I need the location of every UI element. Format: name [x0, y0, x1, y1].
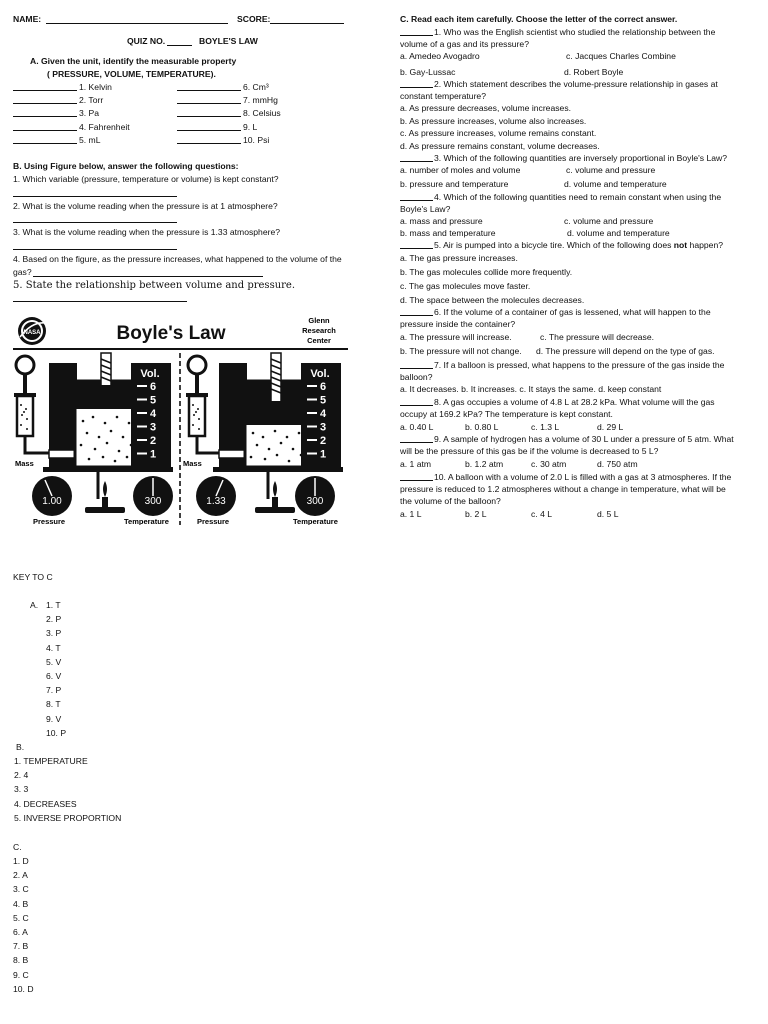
temperature-reading-left: 300: [144, 496, 162, 507]
vol-label-right: Vol.: [310, 368, 330, 380]
scale-label: 4: [320, 408, 327, 420]
key-item: 9. C: [13, 969, 29, 980]
question-c9: 9. A sample of hydrogen has a volume of 30 L under a pressure of 5 atm. What: [434, 434, 734, 444]
key-item: 2. A: [13, 870, 28, 881]
option: c. 30 atm: [531, 459, 567, 469]
option: c. volume and pressure: [564, 216, 654, 226]
key-item: 6. A: [13, 927, 28, 937]
answer-line-b5[interactable]: [13, 301, 187, 302]
unit-item: 6. Cm³: [243, 82, 269, 92]
option: d. volume and temperature: [567, 228, 670, 238]
temperature-reading-right: 300: [306, 496, 324, 507]
answer-blank-c5[interactable]: [400, 248, 433, 249]
answer-blank-c3[interactable]: [400, 161, 433, 162]
answer-blank-c4[interactable]: [400, 200, 433, 201]
option: b. As pressure increases, volume also increases.: [400, 115, 587, 126]
nasa-logo-text: NASA: [23, 330, 41, 336]
question-c8-cont: occupy at 169.2 kPa? The temperature is kept constant.: [400, 409, 613, 419]
answer-blank-c9[interactable]: [400, 442, 433, 443]
key-item: 3. P: [46, 628, 62, 639]
pressure-reading-left: 1.00: [42, 496, 62, 507]
unit-item: 4. Fahrenheit: [79, 121, 130, 132]
key-item: 8. T: [46, 699, 61, 710]
option: d. Robert Boyle: [564, 67, 624, 77]
answer-line-b1[interactable]: [13, 196, 177, 197]
key-item: 7. P: [46, 685, 62, 696]
question-c1-cont: volume of a gas and its pressure?: [400, 39, 529, 49]
question-c5-part: happen?: [687, 240, 724, 250]
option: d. As pressure remains constant, volume decreases.: [400, 140, 600, 151]
question-c2-cont: constant temperature?: [400, 91, 486, 101]
option: d. The pressure will depend on the type of gas.: [536, 346, 715, 356]
question-c5-part: 5. Air is pumped into a bicycle tire. Which of the following does: [434, 240, 674, 250]
key-item: 1. D: [13, 856, 29, 866]
option: d. volume and temperature: [564, 179, 667, 189]
key-item: 2. 4: [14, 770, 29, 781]
unit-item: 8. Celsius: [243, 108, 281, 119]
part-b-title: B. Using Figure below, answer the following questions:: [13, 161, 239, 171]
question-c10-cont: pressure is reduced to 1.2 atmospheres without a change in temperature, what will be: [400, 484, 726, 494]
boyles-law-figure: [13, 313, 348, 525]
grc-line-1: Glenn: [308, 316, 330, 325]
question-c5: [434, 239, 723, 252]
option: a. The pressure will increase.: [400, 332, 512, 342]
key-item: 2. P: [46, 614, 62, 625]
option: b. The pressure will not change.: [400, 346, 522, 356]
key-item: 7. B: [13, 941, 29, 952]
question-c7-cont: balloon?: [400, 372, 433, 382]
quiz-title: BOYLE'S LAW: [199, 36, 258, 46]
scale-label: 6: [150, 381, 157, 393]
key-b-label: B.: [16, 742, 25, 752]
option: b. pressure and temperature: [400, 179, 509, 189]
key-item: 4. B: [13, 898, 29, 909]
unit-item: 10. Psi: [243, 134, 270, 145]
scale-label: 6: [320, 381, 327, 393]
key-c-label: C.: [13, 842, 22, 852]
answer-blank-a7[interactable]: [177, 103, 241, 104]
key-item: 5. INVERSE PROPORTION: [14, 812, 122, 823]
grc-line-2: Research: [302, 326, 336, 335]
mass-label-left: Mass: [15, 459, 34, 468]
option: b. mass and temperature: [400, 228, 496, 238]
scale-label: 5: [150, 394, 157, 407]
key-item: 5. V: [46, 656, 62, 667]
grc-line-3: Center: [307, 336, 331, 345]
unit-item: 1. Kelvin: [79, 82, 112, 92]
key-title: KEY TO C: [13, 572, 53, 582]
pressure-label-right: Pressure: [197, 517, 230, 525]
part-b-question-4-cont: gas?: [13, 267, 32, 277]
score-blank[interactable]: [270, 23, 344, 24]
option: b. Gay-Lussac: [400, 67, 456, 77]
key-item: 4. DECREASES: [14, 798, 77, 809]
unit-item: 5. mL: [79, 134, 101, 145]
part-b-question-5: 5. State the relationship between volume and pressure.: [13, 280, 296, 291]
option: a. The gas pressure increases.: [400, 253, 518, 263]
answer-line-b4[interactable]: [33, 276, 263, 277]
pressure-reading-right: 1.33: [206, 496, 226, 507]
option: d. The space between the molecules decreases.: [400, 295, 585, 305]
option: c. 4 L: [531, 509, 553, 519]
scale-label: 5: [320, 394, 327, 407]
scale-label: 3: [320, 421, 327, 434]
option: a. 0.40 L: [400, 422, 434, 432]
scale-label: 1: [150, 448, 157, 461]
nasa-logo-icon: [18, 317, 46, 345]
answer-line-b2[interactable]: [13, 222, 177, 223]
question-c2: 2. Which statement describes the volume-pressure relationship in gases at: [434, 79, 718, 89]
question-c3: 3. Which of the following quantities are inversely proportional in Boyle's Law?: [434, 153, 728, 163]
part-c-title: C. Read each item carefully. Choose the letter of the correct answer.: [400, 14, 678, 24]
key-item: 6. V: [46, 671, 62, 681]
option: d. 750 atm: [597, 459, 638, 469]
key-item: 5. C: [13, 912, 29, 923]
temperature-label-left: Temperature: [124, 517, 169, 525]
quiz-number-blank[interactable]: [167, 45, 192, 46]
option: c. Jacques Charles Combine: [566, 51, 676, 61]
answer-blank-c7[interactable]: [400, 368, 433, 369]
name-blank[interactable]: [46, 23, 228, 24]
unit-item: 7. mmHg: [243, 95, 278, 106]
figure-title: Boyle's Law: [116, 323, 226, 344]
scale-label: 4: [150, 408, 157, 420]
answer-blank-a3[interactable]: [13, 116, 77, 117]
answer-blank-a8[interactable]: [177, 116, 241, 117]
key-item: 1. T: [46, 600, 61, 610]
answer-blank-a6[interactable]: [177, 90, 241, 91]
option-row: a. It decreases. b. It increases. c. It stays the same. d. keep constant: [400, 384, 662, 394]
question-c7: 7. If a balloon is pressed, what happens to the pressure of the gas inside the: [434, 360, 725, 370]
option: c. 1.3 L: [531, 422, 560, 432]
question-c4: 4. Which of the following quantities need to remain constant when using the: [434, 192, 722, 202]
right-apparatus: [183, 353, 343, 525]
part-a-subtitle: ( PRESSURE, VOLUME, TEMPERATURE).: [47, 69, 216, 79]
vol-label-left: Vol.: [140, 368, 160, 380]
answer-blank-a1[interactable]: [13, 90, 77, 91]
answer-blank-a4[interactable]: [13, 130, 77, 131]
emphasis-not: not: [673, 240, 688, 250]
part-b-question-4: 4. Based on the figure, as the pressure increases, what happened to the volume of the: [13, 254, 342, 264]
part-b-question-1: 1. Which variable (pressure, temperature or volume) is kept constant?: [13, 174, 279, 184]
answer-blank-c2[interactable]: [400, 87, 433, 88]
name-label: NAME:: [13, 14, 42, 24]
key-item: 1. TEMPERATURE: [14, 756, 88, 766]
option: a. 1 atm: [400, 459, 432, 469]
question-c9-cont: will be the pressure of this gas be if the volume is decreased to 5 L?: [400, 446, 659, 456]
option: c. The gas molecules move faster.: [400, 281, 531, 291]
key-a-label: A.: [30, 600, 39, 610]
answer-blank-a10[interactable]: [177, 143, 241, 144]
question-c6: 6. If the volume of a container of gas is lessened, what will happen to the: [434, 307, 711, 317]
mass-label-right: Mass: [183, 459, 202, 468]
option: b. 1.2 atm: [465, 459, 504, 469]
key-item: 9. V: [46, 713, 62, 724]
scale-label: 2: [320, 435, 327, 447]
option: a. Amedeo Avogadro: [400, 51, 480, 61]
unit-item: 3. Pa: [79, 108, 100, 119]
question-c10: 10. A balloon with a volume of 2.0 L is filled with a gas at 3 atmospheres. If the: [434, 472, 732, 482]
option: d. 29 L: [597, 422, 624, 432]
unit-item: 9. L: [243, 121, 258, 132]
unit-item: 2. Torr: [79, 95, 104, 106]
question-c4-cont: Boyle's Law?: [400, 204, 451, 214]
answer-blank-c6[interactable]: [400, 315, 433, 316]
key-item: 4. T: [46, 642, 61, 653]
answer-blank-c10[interactable]: [400, 480, 433, 481]
key-item: 10. D: [13, 983, 34, 994]
option: c. The pressure will decrease.: [540, 332, 654, 342]
part-b-question-3: 3. What is the volume reading when the pressure is 1.33 atmosphere?: [13, 227, 281, 237]
key-item: 10. P: [46, 727, 67, 738]
option: a. As pressure decreases, volume increases.: [400, 103, 572, 113]
left-apparatus: [14, 353, 173, 525]
answer-blank-a9[interactable]: [177, 130, 241, 131]
option: b. The gas molecules collide more frequently.: [400, 267, 573, 277]
option: c. As pressure increases, volume remains constant.: [400, 128, 597, 138]
question-c1: 1. Who was the English scientist who studied the relationship between the: [434, 27, 716, 37]
scale-label: 2: [150, 435, 157, 447]
option: a. number of moles and volume: [400, 165, 521, 175]
option: d. 5 L: [597, 509, 619, 519]
scale-label: 3: [150, 421, 157, 434]
option: a. 1 L: [400, 509, 422, 519]
question-c8: 8. A gas occupies a volume of 4.8 L at 28.2 kPa. What volume will the gas: [434, 397, 715, 407]
answer-line-b3[interactable]: [13, 249, 177, 250]
option: a. mass and pressure: [400, 216, 483, 226]
answer-blank-a2[interactable]: [13, 103, 77, 104]
scale-label: 1: [320, 448, 327, 461]
answer-blank-c8[interactable]: [400, 405, 433, 406]
quiz-label: QUIZ NO.: [127, 36, 166, 46]
option: c. volume and pressure: [566, 165, 656, 175]
answer-blank-c1[interactable]: [400, 35, 433, 36]
score-label: SCORE:: [237, 14, 271, 24]
part-a-title: A. Given the unit, identify the measurable property: [30, 56, 237, 66]
option: b. 2 L: [465, 509, 487, 519]
part-b-question-2: 2. What is the volume reading when the pressure is at 1 atmosphere?: [13, 201, 278, 211]
key-item: 8. B: [13, 955, 29, 966]
answer-blank-a5[interactable]: [13, 143, 77, 144]
temperature-label-right: Temperature: [293, 517, 338, 525]
question-c10-cont: the volume of the balloon?: [400, 496, 501, 506]
key-item: 3. C: [13, 884, 29, 895]
option: b. 0.80 L: [465, 422, 499, 432]
key-item: 3. 3: [14, 784, 29, 795]
question-c6-cont: pressure inside the container?: [400, 319, 516, 329]
pressure-label-left: Pressure: [33, 517, 66, 525]
